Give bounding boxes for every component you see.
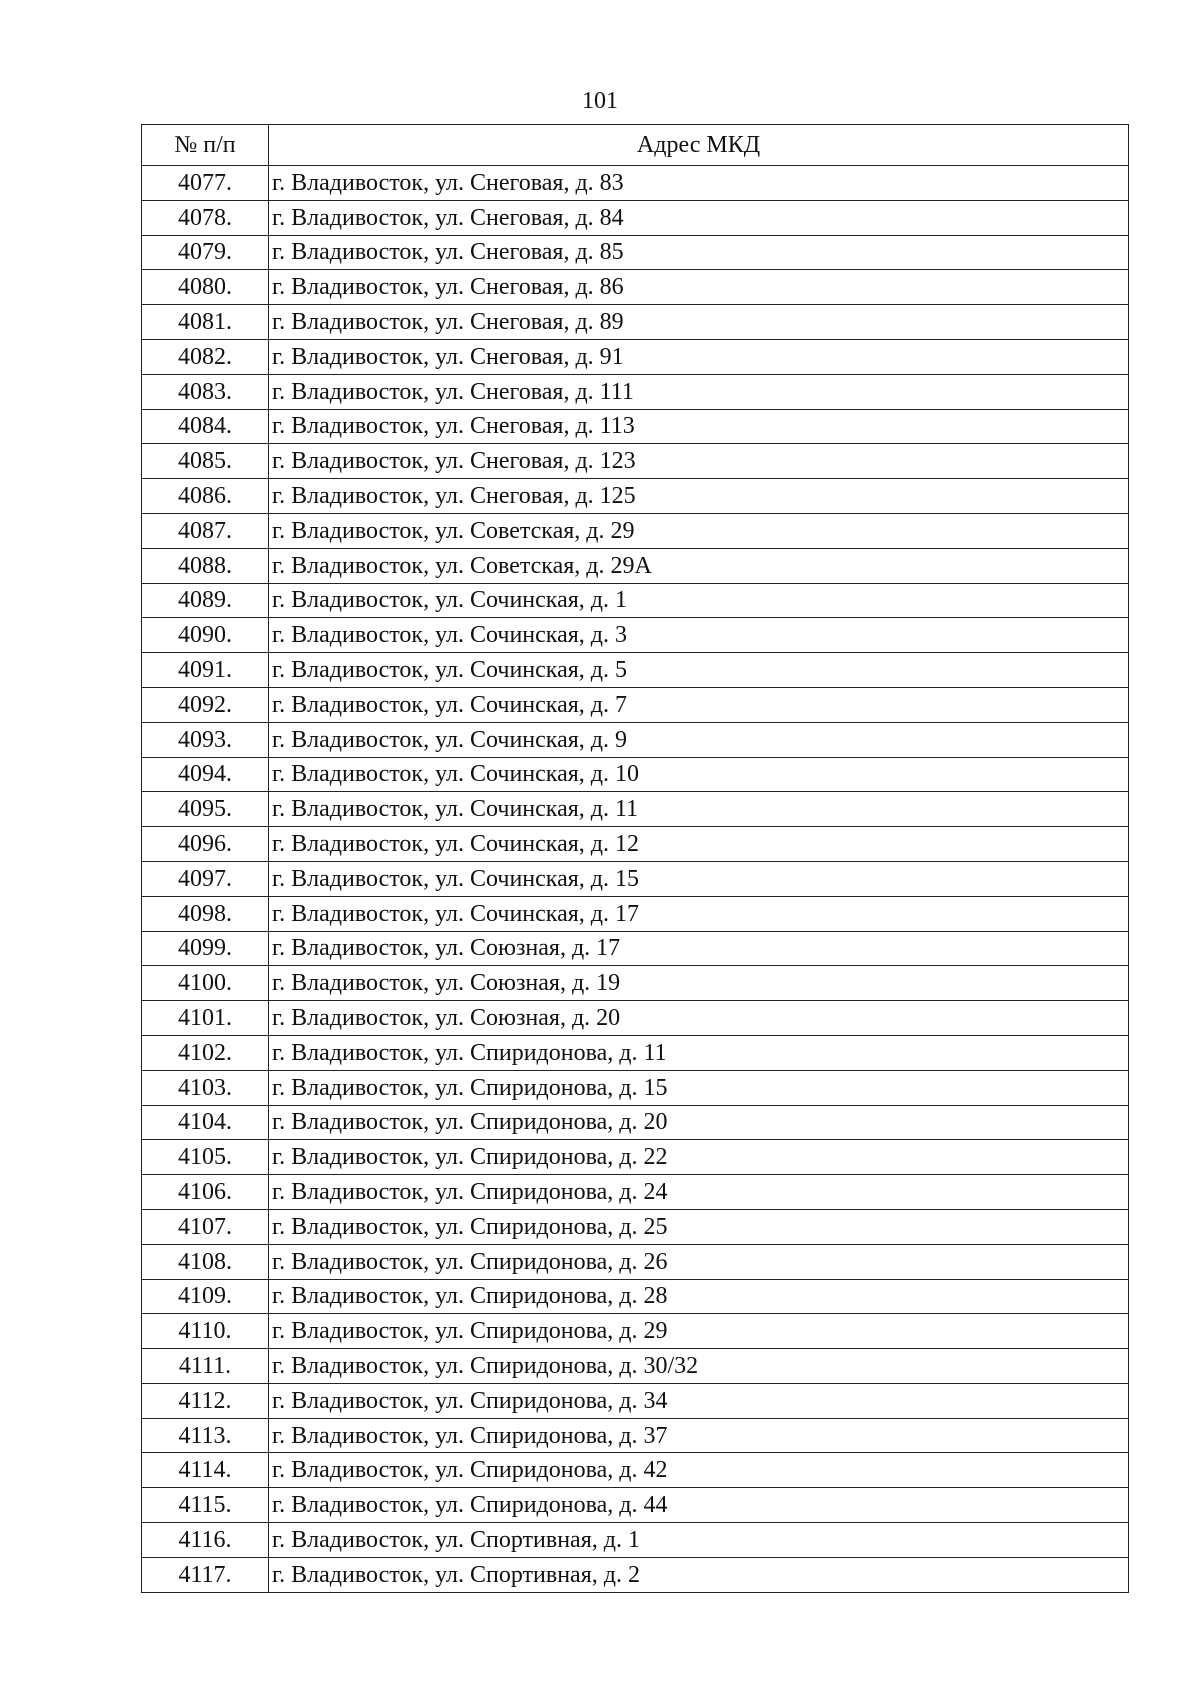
row-number: 4115. (142, 1488, 269, 1523)
table-row (142, 1279, 1129, 1314)
row-address: г. Владивосток, ул. Снеговая, д. 85 (269, 235, 1129, 270)
row-number: 4093. (142, 722, 269, 757)
row-address: г. Владивосток, ул. Спиридонова, д. 24 (269, 1175, 1129, 1210)
row-address: г. Владивосток, ул. Спортивная, д. 2 (269, 1557, 1129, 1592)
mkd-address-table (141, 124, 1129, 1593)
row-number: 4107. (142, 1209, 269, 1244)
table-row (142, 166, 1129, 201)
row-number: 4080. (142, 270, 269, 305)
table-row (142, 479, 1129, 514)
row-address: г. Владивосток, ул. Сочинская, д. 12 (269, 827, 1129, 862)
row-number: 4108. (142, 1244, 269, 1279)
table-row (142, 1383, 1129, 1418)
row-address: г. Владивосток, ул. Спиридонова, д. 22 (269, 1140, 1129, 1175)
row-address: г. Владивосток, ул. Сочинская, д. 1 (269, 583, 1129, 618)
row-address: г. Владивосток, ул. Снеговая, д. 91 (269, 339, 1129, 374)
row-number: 4116. (142, 1523, 269, 1558)
row-number: 4083. (142, 374, 269, 409)
table-row (142, 757, 1129, 792)
table-row (142, 235, 1129, 270)
table-header-row (142, 125, 1129, 166)
row-number: 4085. (142, 444, 269, 479)
row-number: 4105. (142, 1140, 269, 1175)
row-number: 4092. (142, 687, 269, 722)
row-number: 4077. (142, 166, 269, 201)
row-number: 4089. (142, 583, 269, 618)
row-number: 4104. (142, 1105, 269, 1140)
row-number: 4099. (142, 931, 269, 966)
row-address: г. Владивосток, ул. Снеговая, д. 89 (269, 305, 1129, 340)
table-row (142, 444, 1129, 479)
column-header-address: Адрес МКД (269, 125, 1129, 166)
row-address: г. Владивосток, ул. Спиридонова, д. 26 (269, 1244, 1129, 1279)
table-row (142, 1349, 1129, 1384)
row-number: 4098. (142, 896, 269, 931)
row-address: г. Владивосток, ул. Спиридонова, д. 37 (269, 1418, 1129, 1453)
row-address: г. Владивосток, ул. Сочинская, д. 9 (269, 722, 1129, 757)
row-number: 4113. (142, 1418, 269, 1453)
row-address: г. Владивосток, ул. Снеговая, д. 125 (269, 479, 1129, 514)
row-address: г. Владивосток, ул. Спиридонова, д. 28 (269, 1279, 1129, 1314)
row-address: г. Владивосток, ул. Сочинская, д. 15 (269, 861, 1129, 896)
table-row (142, 966, 1129, 1001)
table-row (142, 1453, 1129, 1488)
table-row (142, 270, 1129, 305)
row-number: 4091. (142, 653, 269, 688)
table-row (142, 896, 1129, 931)
row-address: г. Владивосток, ул. Спиридонова, д. 34 (269, 1383, 1129, 1418)
table-row (142, 1244, 1129, 1279)
row-address: г. Владивосток, ул. Снеговая, д. 86 (269, 270, 1129, 305)
row-address: г. Владивосток, ул. Спортивная, д. 1 (269, 1523, 1129, 1558)
table-body (142, 166, 1129, 1593)
row-number: 4112. (142, 1383, 269, 1418)
row-address: г. Владивосток, ул. Снеговая, д. 123 (269, 444, 1129, 479)
row-number: 4111. (142, 1349, 269, 1384)
table-row (142, 792, 1129, 827)
row-number: 4097. (142, 861, 269, 896)
row-number: 4081. (142, 305, 269, 340)
table-row (142, 1105, 1129, 1140)
row-address: г. Владивосток, ул. Союзная, д. 20 (269, 1001, 1129, 1036)
row-address: г. Владивосток, ул. Сочинская, д. 10 (269, 757, 1129, 792)
table-row (142, 1557, 1129, 1592)
row-number: 4110. (142, 1314, 269, 1349)
row-address: г. Владивосток, ул. Спиридонова, д. 15 (269, 1070, 1129, 1105)
row-number: 4096. (142, 827, 269, 862)
table-row (142, 583, 1129, 618)
table-row (142, 1175, 1129, 1210)
row-address: г. Владивосток, ул. Спиридонова, д. 11 (269, 1035, 1129, 1070)
row-number: 4084. (142, 409, 269, 444)
row-number: 4082. (142, 339, 269, 374)
table-row (142, 722, 1129, 757)
row-address: г. Владивосток, ул. Спиридонова, д. 29 (269, 1314, 1129, 1349)
row-number: 4114. (142, 1453, 269, 1488)
table-row (142, 1209, 1129, 1244)
row-number: 4086. (142, 479, 269, 514)
row-address: г. Владивосток, ул. Сочинская, д. 7 (269, 687, 1129, 722)
row-number: 4088. (142, 548, 269, 583)
row-number: 4106. (142, 1175, 269, 1210)
table-row (142, 1001, 1129, 1036)
row-address: г. Владивосток, ул. Спиридонова, д. 44 (269, 1488, 1129, 1523)
row-address: г. Владивосток, ул. Советская, д. 29 (269, 513, 1129, 548)
table-row (142, 305, 1129, 340)
row-address: г. Владивосток, ул. Спиридонова, д. 42 (269, 1453, 1129, 1488)
row-address: г. Владивосток, ул. Спиридонова, д. 30/32 (269, 1349, 1129, 1384)
table-row (142, 374, 1129, 409)
row-number: 4090. (142, 618, 269, 653)
table-row (142, 339, 1129, 374)
row-address: г. Владивосток, ул. Союзная, д. 19 (269, 966, 1129, 1001)
table-header (142, 125, 1129, 166)
row-address: г. Владивосток, ул. Сочинская, д. 3 (269, 618, 1129, 653)
row-address: г. Владивосток, ул. Союзная, д. 17 (269, 931, 1129, 966)
row-address: г. Владивосток, ул. Снеговая, д. 84 (269, 200, 1129, 235)
row-number: 4095. (142, 792, 269, 827)
table-row (142, 513, 1129, 548)
table-row (142, 1523, 1129, 1558)
table-row (142, 409, 1129, 444)
row-number: 4117. (142, 1557, 269, 1592)
row-address: г. Владивосток, ул. Спиридонова, д. 25 (269, 1209, 1129, 1244)
table-row (142, 861, 1129, 896)
row-address: г. Владивосток, ул. Сочинская, д. 17 (269, 896, 1129, 931)
table-row (142, 1488, 1129, 1523)
table-row (142, 1140, 1129, 1175)
row-address: г. Владивосток, ул. Сочинская, д. 5 (269, 653, 1129, 688)
row-address: г. Владивосток, ул. Сочинская, д. 11 (269, 792, 1129, 827)
column-header-number: № п/п (142, 125, 269, 166)
table-row (142, 653, 1129, 688)
row-address: г. Владивосток, ул. Снеговая, д. 113 (269, 409, 1129, 444)
row-address: г. Владивосток, ул. Снеговая, д. 83 (269, 166, 1129, 201)
row-number: 4094. (142, 757, 269, 792)
table-row (142, 931, 1129, 966)
table-row (142, 618, 1129, 653)
row-number: 4109. (142, 1279, 269, 1314)
row-number: 4101. (142, 1001, 269, 1036)
table-row (142, 1418, 1129, 1453)
row-number: 4103. (142, 1070, 269, 1105)
row-address: г. Владивосток, ул. Советская, д. 29А (269, 548, 1129, 583)
row-address: г. Владивосток, ул. Снеговая, д. 111 (269, 374, 1129, 409)
page-number: 101 (582, 88, 618, 114)
table-row (142, 1035, 1129, 1070)
row-number: 4079. (142, 235, 269, 270)
row-number: 4102. (142, 1035, 269, 1070)
row-number: 4100. (142, 966, 269, 1001)
row-address: г. Владивосток, ул. Спиридонова, д. 20 (269, 1105, 1129, 1140)
row-number: 4087. (142, 513, 269, 548)
table-row (142, 200, 1129, 235)
table-row (142, 548, 1129, 583)
table-row (142, 687, 1129, 722)
table-row (142, 1314, 1129, 1349)
row-number: 4078. (142, 200, 269, 235)
table-row (142, 1070, 1129, 1105)
table-row (142, 827, 1129, 862)
